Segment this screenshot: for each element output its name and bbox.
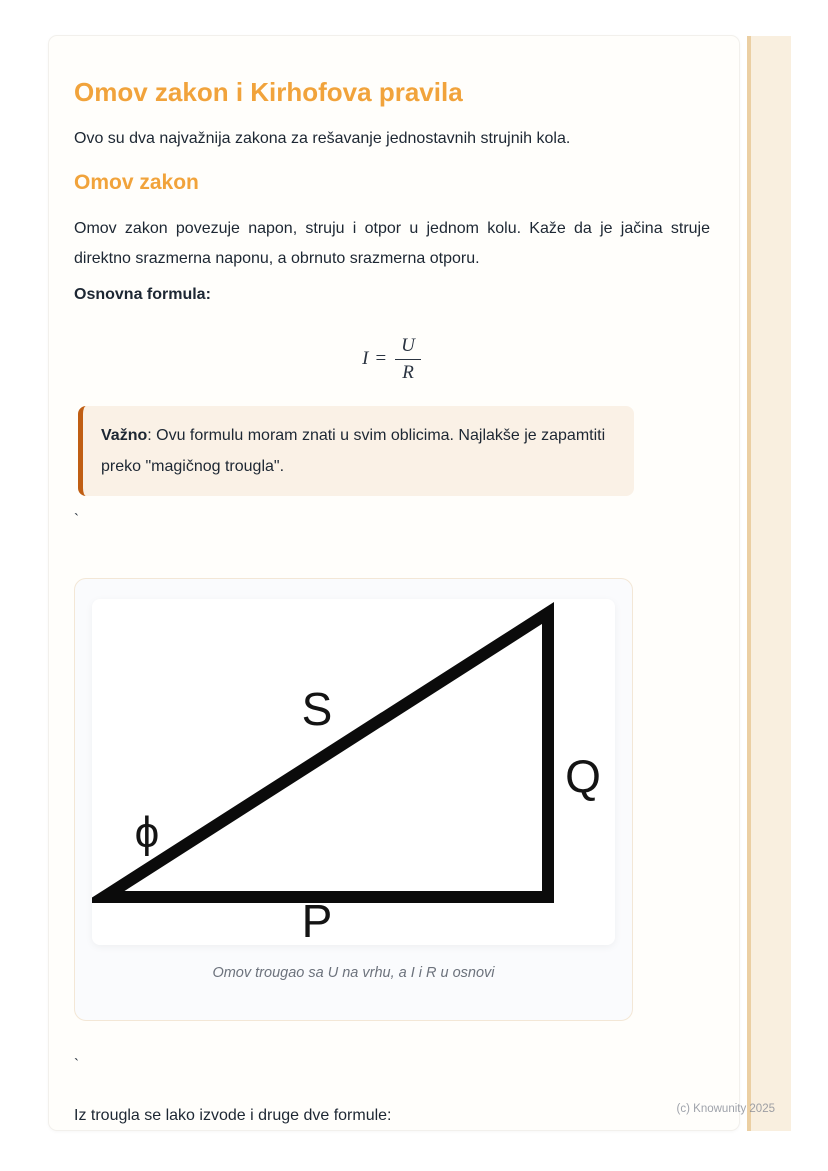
formula-fraction (394, 336, 422, 383)
formula-numerator: U (401, 334, 415, 356)
figure-card (74, 578, 633, 1021)
section-heading: Omov zakon (74, 171, 199, 194)
formula-display (74, 330, 710, 388)
important-callout (78, 406, 634, 496)
page-title: Omov zakon i Kirhofova pravila (74, 77, 463, 107)
callout-text: : Ovu formulu moram znati u svim oblicima. Najlakše je zapamtiti preko "magičnog trougla". (101, 427, 606, 475)
page-side-stripe (747, 36, 791, 1131)
formula-equals-sign: = (375, 348, 387, 369)
triangle-shape (104, 613, 548, 897)
formula-denominator: R (395, 359, 421, 383)
angle-label: ϕ (134, 808, 160, 857)
callout-emphasis: Važno (101, 427, 148, 444)
formula-label: Osnovna formula: (74, 286, 211, 303)
hypotenuse-label: S (301, 683, 333, 735)
formula-lhs: I (362, 348, 369, 369)
copyright-watermark: (c) Knowunity 2025 (676, 1103, 775, 1115)
document-page (48, 35, 740, 1131)
ohm-triangle-drawing (92, 599, 615, 945)
stray-backtick-bottom: ` (74, 1056, 79, 1073)
section-paragraph: Omov zakon povezuje napon, struju i otpor u jednom kolu. Kaže da je jačina struje direktno srazmerna naponu, a obrnuto srazmerna otporu. (74, 220, 710, 267)
base-label: P (301, 895, 333, 945)
closing-paragraph: Iz trougla se lako izvode i druge dve formule: (74, 1107, 392, 1124)
stray-backtick-top: ` (74, 511, 79, 528)
intro-paragraph: Ovo su dva najvažnija zakona za rešavanje jednostavnih strujnih kola. (74, 130, 571, 147)
triangle-figure (92, 599, 615, 945)
vertical-side-label: Q (565, 750, 601, 802)
figure-caption: Omov trougao sa U na vrhu, a I i R u osnovi (212, 965, 495, 981)
